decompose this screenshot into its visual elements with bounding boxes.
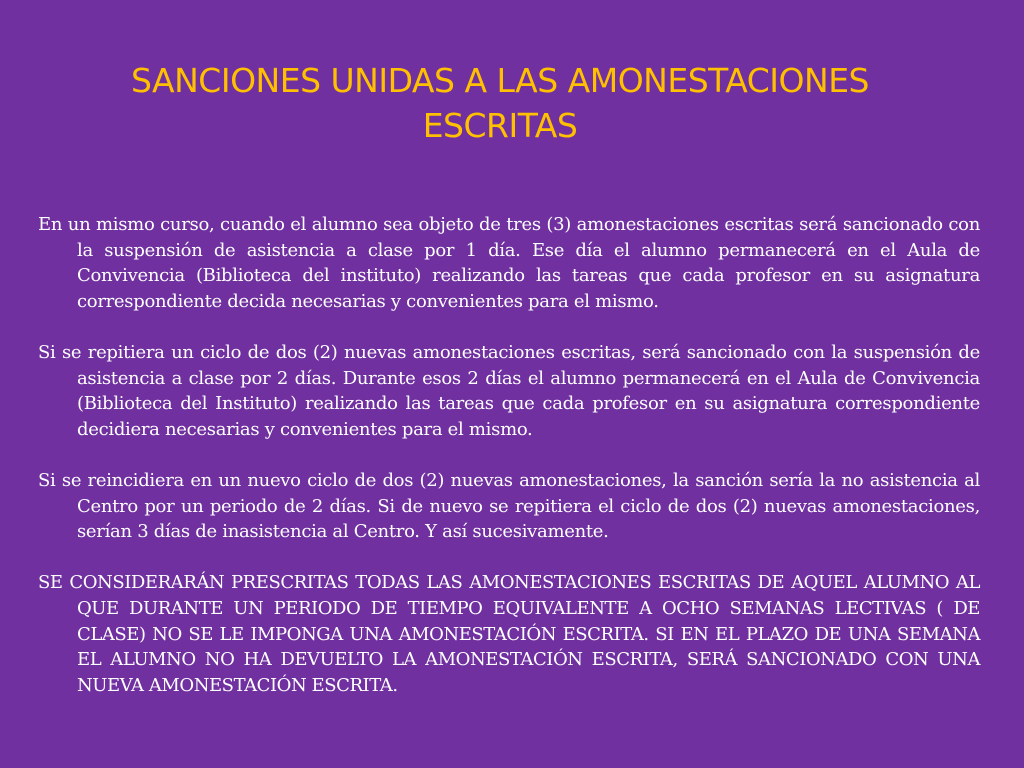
- paragraph-prescription-notice: SE CONSIDERARÁN PRESCRITAS TODAS LAS AMONESTACIONES ESCRITAS DE AQUEL ALUMNO AL QUE DURANTE UN PERIODO DE TIEMPO EQUIVALENTE A OCHO SEMANAS LECTIVAS ( DE CLASE) NO SE LE IMPONGA UNA AMONESTACIÓN ESCRITA. SI EN EL PLAZO DE UNA SEMANA EL ALUMNO NO HA DEVUELTO LA AMONESTACIÓN ESCRITA, SERÁ SANCIONADO CON UNA NUEVA AMONESTACIÓN ESCRITA.: [38, 572, 980, 696]
- slide-body: [38, 212, 980, 698]
- paragraph-three-amonestaciones: En un mismo curso, cuando el alumno sea objeto de tres (3) amonestaciones escritas será sancionado con la suspensión de asistencia a clase por 1 día. Ese día el alumno permanecerá en el Aula de Convivencia (Biblioteca del instituto) realizando las tareas que cada profesor en su asignatura correspondiente decida necesarias y convenientes para el mismo.: [38, 214, 980, 312]
- paragraph-reincidence: Si se reincidiera en un nuevo ciclo de dos (2) nuevas amonestaciones, la sanción sería la no asistencia al Centro por un periodo de 2 días. Si de nuevo se repitiera el ciclo de dos (2) nuevas amonestaciones, serían 3 días de inasistencia al Centro. Y así sucesivamente.: [38, 469, 980, 543]
- paragraph-repeat-cycle: Si se repitiera un ciclo de dos (2) nuevas amonestaciones escritas, será sancionado con la suspensión de asistencia a clase por 2 días. Durante esos 2 días el alumno permanecerá en el Aula de Convivencia (Biblioteca del Instituto) realizando las tareas que cada profesor en su asignatura correspondiente decidiera necesarias y convenientes para el mismo.: [38, 341, 980, 440]
- slide-title-line-1: SANCIONES UNIDAS A LAS AMONESTACIONES: [130, 61, 869, 100]
- slide-title: [40, 58, 960, 148]
- slide-title-line-2: ESCRITAS: [422, 106, 578, 145]
